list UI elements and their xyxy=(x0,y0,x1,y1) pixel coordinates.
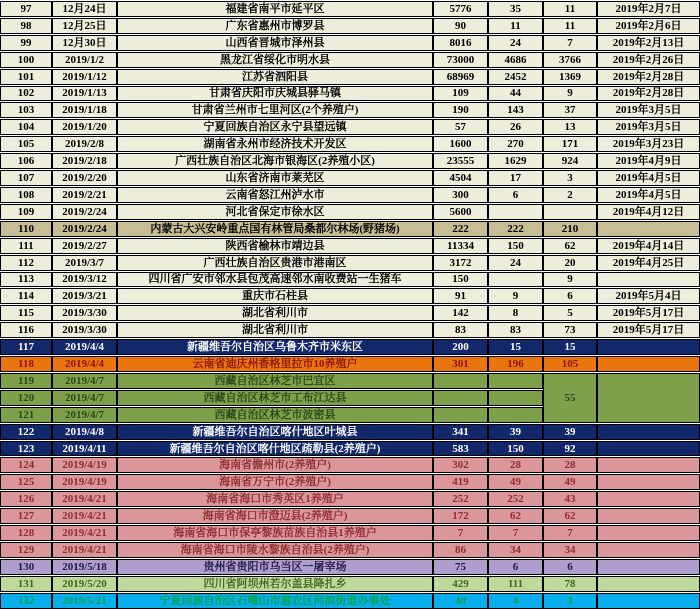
value2-cell[interactable]: 15 xyxy=(488,339,543,355)
lift-date-cell[interactable] xyxy=(597,491,700,507)
value3-cell[interactable]: 5 xyxy=(543,305,597,321)
row-number-cell[interactable]: 130 xyxy=(0,559,52,575)
location-cell[interactable]: 海南省万宁市(2养殖户) xyxy=(117,474,433,490)
value1-cell[interactable]: 90 xyxy=(433,18,488,34)
lift-date-cell[interactable]: 2019年2月7日 xyxy=(597,1,700,17)
lift-date-cell[interactable]: 2019年4月14日 xyxy=(597,238,700,254)
report-date-cell[interactable]: 2019/2/27 xyxy=(52,238,117,254)
value3-cell[interactable]: 92 xyxy=(543,441,597,457)
report-date-cell[interactable]: 2019/4/21 xyxy=(52,525,117,541)
lift-date-cell[interactable] xyxy=(597,508,700,524)
row-number-cell[interactable]: 103 xyxy=(0,102,52,118)
value2-cell[interactable]: 222 xyxy=(488,221,543,237)
lift-date-cell[interactable]: 2019年3月23日 xyxy=(597,136,700,152)
lift-date-cell[interactable]: 2019年2月28日 xyxy=(597,69,700,85)
value1-cell[interactable]: 86 xyxy=(433,542,488,558)
value3-cell[interactable]: 11 xyxy=(543,1,597,17)
row-number-cell[interactable]: 120 xyxy=(0,390,52,406)
row-number-cell[interactable]: 117 xyxy=(0,339,52,355)
lift-date-cell[interactable] xyxy=(597,339,700,355)
value1-cell[interactable]: 200 xyxy=(433,339,488,355)
value1-cell[interactable]: 583 xyxy=(433,441,488,457)
value3-cell[interactable]: 15 xyxy=(543,339,597,355)
value3-cell[interactable]: 62 xyxy=(543,238,597,254)
value3-cell[interactable]: 11 xyxy=(543,18,597,34)
row-number-cell[interactable]: 105 xyxy=(0,136,52,152)
table-row xyxy=(0,238,700,254)
value3-cell[interactable]: 39 xyxy=(543,424,597,440)
location-cell[interactable]: 海南省海口市陵水黎族自治县(2养殖户) xyxy=(117,542,433,558)
table-row xyxy=(0,35,700,51)
location-cell[interactable]: 海南省海口市秀英区1养殖户 xyxy=(117,491,433,507)
report-date-cell[interactable]: 2019/4/8 xyxy=(52,424,117,440)
report-date-cell[interactable]: 2019/1/13 xyxy=(52,86,117,102)
location-cell[interactable]: 海南省海口市保亭黎族苗族自治县1养殖户 xyxy=(117,525,433,541)
location-cell[interactable]: 四川省阿坝州若尔盖县降扎乡 xyxy=(117,576,433,592)
value3-cell[interactable]: 2 xyxy=(543,187,597,203)
value1-cell[interactable]: 301 xyxy=(433,356,488,372)
row-number-cell[interactable]: 131 xyxy=(0,576,52,592)
table-row xyxy=(0,52,700,68)
value2-cell[interactable]: 49 xyxy=(488,474,543,490)
row-number-cell[interactable]: 125 xyxy=(0,474,52,490)
value3-cell[interactable]: 62 xyxy=(543,508,597,524)
location-cell[interactable]: 陕西省榆林市靖边县 xyxy=(117,238,433,254)
value2-cell[interactable]: 7 xyxy=(488,525,543,541)
value2-cell[interactable]: 9 xyxy=(488,288,543,304)
row-number-cell[interactable]: 118 xyxy=(0,356,52,372)
row-number-cell[interactable]: 107 xyxy=(0,170,52,186)
value3-cell[interactable]: 78 xyxy=(543,576,597,592)
value2-cell[interactable]: 111 xyxy=(488,576,543,592)
value2-cell[interactable] xyxy=(488,373,543,389)
value3-cell[interactable]: 6 xyxy=(543,559,597,575)
value1-cell[interactable]: 172 xyxy=(433,508,488,524)
row-number-cell[interactable]: 97 xyxy=(0,1,52,17)
value1-cell[interactable] xyxy=(433,407,488,423)
lift-date-cell[interactable] xyxy=(597,373,700,423)
value3-cell[interactable]: 3 xyxy=(543,593,597,609)
value3-cell[interactable]: 9 xyxy=(543,272,597,288)
lift-date-cell[interactable]: 2019年4月9日 xyxy=(597,153,700,169)
value2-cell[interactable]: 11 xyxy=(488,18,543,34)
report-date-cell[interactable]: 2019/1/18 xyxy=(52,102,117,118)
lift-date-cell[interactable]: 2019年4月5日 xyxy=(597,187,700,203)
row-number-cell[interactable]: 111 xyxy=(0,238,52,254)
location-cell[interactable]: 四川省广安市邻水县包茂高速邻水南收费站一生猪车 xyxy=(117,272,433,288)
report-date-cell[interactable]: 2019/3/12 xyxy=(52,272,117,288)
value1-cell[interactable]: 68969 xyxy=(433,69,488,85)
value2-cell[interactable]: 26 xyxy=(488,119,543,135)
value3-cell[interactable]: 3766 xyxy=(543,52,597,68)
value1-cell[interactable]: 3172 xyxy=(433,255,488,271)
value2-cell[interactable]: 252 xyxy=(488,491,543,507)
table-row xyxy=(0,525,700,541)
row-number-cell[interactable]: 106 xyxy=(0,153,52,169)
value2-cell[interactable]: 150 xyxy=(488,441,543,457)
row-number-cell[interactable]: 122 xyxy=(0,424,52,440)
lift-date-cell[interactable]: 2019年5月4日 xyxy=(597,288,700,304)
value2-cell[interactable]: 62 xyxy=(488,508,543,524)
row-number-cell[interactable]: 113 xyxy=(0,272,52,288)
table-row xyxy=(0,305,700,321)
table-row xyxy=(0,322,700,338)
report-date-cell[interactable]: 2019/4/21 xyxy=(52,542,117,558)
value3-cell[interactable]: 49 xyxy=(543,474,597,490)
value1-cell[interactable] xyxy=(433,390,488,406)
lift-date-cell[interactable] xyxy=(597,593,700,609)
outbreak-table-body xyxy=(0,1,700,609)
lift-date-cell[interactable] xyxy=(597,474,700,490)
row-number-cell[interactable]: 123 xyxy=(0,441,52,457)
table-row xyxy=(0,221,700,237)
row-number-cell[interactable]: 108 xyxy=(0,187,52,203)
lift-date-cell[interactable] xyxy=(597,356,700,372)
table-row xyxy=(0,136,700,152)
table-row xyxy=(0,102,700,118)
row-number-cell[interactable]: 99 xyxy=(0,35,52,51)
value2-cell[interactable]: 143 xyxy=(488,102,543,118)
lift-date-cell[interactable]: 2019年2月6日 xyxy=(597,18,700,34)
table-row xyxy=(0,204,700,220)
value2-cell[interactable]: 4686 xyxy=(488,52,543,68)
lift-date-cell[interactable] xyxy=(597,221,700,237)
value3-cell[interactable]: 20 xyxy=(543,255,597,271)
value1-cell[interactable]: 300 xyxy=(433,187,488,203)
value1-cell[interactable]: 142 xyxy=(433,305,488,321)
lift-date-cell[interactable]: 2019年4月12日 xyxy=(597,204,700,220)
value1-cell[interactable]: 11334 xyxy=(433,238,488,254)
lift-date-cell[interactable] xyxy=(597,424,700,440)
table-row xyxy=(0,18,700,34)
value1-cell[interactable]: 23555 xyxy=(433,153,488,169)
value2-cell[interactable]: 8 xyxy=(488,305,543,321)
report-date-cell[interactable]: 2019/3/30 xyxy=(52,322,117,338)
lift-date-cell[interactable] xyxy=(597,542,700,558)
value2-cell[interactable]: 1629 xyxy=(488,153,543,169)
row-number-cell[interactable]: 101 xyxy=(0,69,52,85)
report-date-cell[interactable]: 2019/2/20 xyxy=(52,170,117,186)
report-date-cell[interactable]: 2019/1/2 xyxy=(52,52,117,68)
value1-cell[interactable]: 341 xyxy=(433,424,488,440)
value3-cell[interactable]: 28 xyxy=(543,457,597,473)
value2-cell[interactable]: 6 xyxy=(488,187,543,203)
location-cell[interactable]: 新疆维吾尔自治区乌鲁木齐市米东区 xyxy=(117,339,433,355)
value1-cell[interactable]: 5776 xyxy=(433,1,488,17)
value3-cell[interactable]: 3 xyxy=(543,170,597,186)
lift-date-cell[interactable] xyxy=(597,576,700,592)
row-number-cell[interactable]: 129 xyxy=(0,542,52,558)
table-row xyxy=(0,86,700,102)
report-date-cell[interactable]: 2019/2/24 xyxy=(52,221,117,237)
location-cell[interactable]: 宁夏回族自治区石嘴山市惠农区河滨街道办事处 xyxy=(117,593,433,609)
report-date-cell[interactable]: 2019/1/20 xyxy=(52,119,117,135)
location-cell[interactable]: 甘肃省兰州市七里河区(2个养殖户) xyxy=(117,102,433,118)
table-row xyxy=(0,373,700,389)
lift-date-cell[interactable]: 2019年5月17日 xyxy=(597,305,700,321)
table-row xyxy=(0,593,700,609)
row-number-cell[interactable]: 126 xyxy=(0,491,52,507)
location-cell[interactable]: 海南省儋州市(2养殖户) xyxy=(117,457,433,473)
lift-date-cell[interactable]: 2019年3月5日 xyxy=(597,102,700,118)
row-number-cell[interactable]: 127 xyxy=(0,508,52,524)
value3-cell[interactable]: 55 xyxy=(543,373,597,423)
value2-cell[interactable]: 270 xyxy=(488,136,543,152)
report-date-cell[interactable]: 2019/4/7 xyxy=(52,373,117,389)
value2-cell[interactable]: 39 xyxy=(488,424,543,440)
table-row xyxy=(0,356,700,372)
location-cell[interactable]: 海南省海口市澄迈县(2养殖户) xyxy=(117,508,433,524)
value1-cell[interactable]: 252 xyxy=(433,491,488,507)
report-date-cell[interactable]: 2019/2/8 xyxy=(52,136,117,152)
report-date-cell[interactable]: 2019/3/7 xyxy=(52,255,117,271)
table-row xyxy=(0,170,700,186)
value1-cell[interactable]: 75 xyxy=(433,559,488,575)
value2-cell[interactable]: 2452 xyxy=(488,69,543,85)
value1-cell[interactable]: 150 xyxy=(433,272,488,288)
location-cell[interactable]: 甘肃省庆阳市庆城县驿马镇 xyxy=(117,86,433,102)
location-cell[interactable]: 云南省迪庆州香格里拉市10养殖户 xyxy=(117,356,433,372)
row-number-cell[interactable]: 115 xyxy=(0,305,52,321)
report-date-cell[interactable]: 2019/3/30 xyxy=(52,305,117,321)
value3-cell[interactable]: 43 xyxy=(543,491,597,507)
value3-cell[interactable]: 13 xyxy=(543,119,597,135)
row-number-cell[interactable]: 121 xyxy=(0,407,52,423)
table-row xyxy=(0,474,700,490)
value1-cell[interactable]: 7 xyxy=(433,525,488,541)
table-row xyxy=(0,153,700,169)
location-cell[interactable]: 新疆维吾尔自治区喀什地区叶城县 xyxy=(117,424,433,440)
value1-cell[interactable]: 91 xyxy=(433,288,488,304)
value1-cell[interactable]: 190 xyxy=(433,102,488,118)
table-row xyxy=(0,424,700,440)
report-date-cell[interactable]: 2019/4/19 xyxy=(52,474,117,490)
location-cell[interactable]: 山东省济南市莱芜区 xyxy=(117,170,433,186)
row-number-cell[interactable]: 116 xyxy=(0,322,52,338)
lift-date-cell[interactable] xyxy=(597,559,700,575)
value2-cell[interactable] xyxy=(488,390,543,406)
table-row xyxy=(0,187,700,203)
value3-cell[interactable]: 924 xyxy=(543,153,597,169)
location-cell[interactable]: 贵州省贵阳市乌当区一屠宰场 xyxy=(117,559,433,575)
value1-cell[interactable]: 8016 xyxy=(433,35,488,51)
lift-date-cell[interactable]: 2019年2月28日 xyxy=(597,86,700,102)
value3-cell[interactable]: 171 xyxy=(543,136,597,152)
value2-cell[interactable]: 35 xyxy=(488,1,543,17)
table-row xyxy=(0,559,700,575)
value2-cell[interactable]: 4 xyxy=(488,593,543,609)
value3-cell[interactable]: 9 xyxy=(543,86,597,102)
lift-date-cell[interactable]: 2019年5月17日 xyxy=(597,322,700,338)
row-number-cell[interactable]: 109 xyxy=(0,204,52,220)
report-date-cell[interactable]: 12月30日 xyxy=(52,35,117,51)
report-date-cell[interactable]: 2019/4/7 xyxy=(52,407,117,423)
report-date-cell[interactable]: 2019/2/21 xyxy=(52,187,117,203)
location-cell[interactable]: 重庆市石柱县 xyxy=(117,288,433,304)
lift-date-cell[interactable]: 2019年2月13日 xyxy=(597,35,700,51)
location-cell[interactable]: 宁夏回族自治区永宁县望远镇 xyxy=(117,119,433,135)
row-number-cell[interactable]: 98 xyxy=(0,18,52,34)
value1-cell[interactable]: 419 xyxy=(433,474,488,490)
value2-cell[interactable]: 28 xyxy=(488,457,543,473)
report-date-cell[interactable]: 2019/4/19 xyxy=(52,457,117,473)
row-number-cell[interactable]: 119 xyxy=(0,373,52,389)
table-row xyxy=(0,441,700,457)
value2-cell[interactable] xyxy=(488,204,543,220)
value2-cell[interactable]: 196 xyxy=(488,356,543,372)
table-row xyxy=(0,288,700,304)
location-cell[interactable]: 广西壮族自治区贵港市港南区 xyxy=(117,255,433,271)
report-date-cell[interactable]: 2019/4/4 xyxy=(52,339,117,355)
table-row xyxy=(0,576,700,592)
lift-date-cell[interactable]: 2019年4月25日 xyxy=(597,255,700,271)
value3-cell[interactable]: 210 xyxy=(543,221,597,237)
value3-cell[interactable]: 34 xyxy=(543,542,597,558)
report-date-cell[interactable]: 2019/4/11 xyxy=(52,441,117,457)
report-date-cell[interactable]: 2019/4/4 xyxy=(52,356,117,372)
value3-cell[interactable]: 7 xyxy=(543,35,597,51)
location-cell[interactable]: 山西省晋城市泽州县 xyxy=(117,35,433,51)
report-date-cell[interactable]: 2019/1/12 xyxy=(52,69,117,85)
report-date-cell[interactable]: 2019/4/7 xyxy=(52,390,117,406)
lift-date-cell[interactable]: 2019年4月5日 xyxy=(597,170,700,186)
value1-cell[interactable]: 109 xyxy=(433,86,488,102)
row-number-cell[interactable]: 112 xyxy=(0,255,52,271)
location-cell[interactable]: 湖北省利川市 xyxy=(117,322,433,338)
report-date-cell[interactable]: 12月25日 xyxy=(52,18,117,34)
value1-cell[interactable]: 40 xyxy=(433,593,488,609)
lift-date-cell[interactable] xyxy=(597,441,700,457)
lift-date-cell[interactable] xyxy=(597,272,700,288)
table-row xyxy=(0,255,700,271)
lift-date-cell[interactable] xyxy=(597,525,700,541)
location-cell[interactable]: 福建省南平市延平区 xyxy=(117,1,433,17)
value1-cell[interactable]: 302 xyxy=(433,457,488,473)
location-cell[interactable]: 广东省惠州市博罗县 xyxy=(117,18,433,34)
location-cell[interactable]: 西藏自治区林芝市巴宜区 xyxy=(117,373,433,389)
report-date-cell[interactable]: 2019/2/18 xyxy=(52,153,117,169)
value3-cell[interactable]: 105 xyxy=(543,356,597,372)
value3-cell[interactable] xyxy=(543,204,597,220)
row-number-cell[interactable]: 104 xyxy=(0,119,52,135)
value2-cell[interactable]: 6 xyxy=(488,559,543,575)
row-number-cell[interactable]: 102 xyxy=(0,86,52,102)
value1-cell[interactable]: 429 xyxy=(433,576,488,592)
value2-cell[interactable]: 150 xyxy=(488,238,543,254)
value2-cell[interactable]: 34 xyxy=(488,542,543,558)
location-cell[interactable]: 湖北省利川市 xyxy=(117,305,433,321)
report-date-cell[interactable]: 2019/2/24 xyxy=(52,204,117,220)
report-date-cell[interactable]: 2019/3/21 xyxy=(52,288,117,304)
row-number-cell[interactable]: 114 xyxy=(0,288,52,304)
value3-cell[interactable]: 6 xyxy=(543,288,597,304)
value3-cell[interactable]: 7 xyxy=(543,525,597,541)
report-date-cell[interactable]: 2019/4/21 xyxy=(52,491,117,507)
table-row xyxy=(0,491,700,507)
table-row xyxy=(0,508,700,524)
report-date-cell[interactable]: 12月24日 xyxy=(52,1,117,17)
location-cell[interactable]: 黑龙江省绥化市明水县 xyxy=(117,52,433,68)
table-row xyxy=(0,69,700,85)
location-cell[interactable]: 西藏自治区林芝市波密县 xyxy=(117,407,433,423)
value1-cell[interactable]: 222 xyxy=(433,221,488,237)
value2-cell[interactable]: 17 xyxy=(488,170,543,186)
table-row xyxy=(0,457,700,473)
lift-date-cell[interactable] xyxy=(597,457,700,473)
value3-cell[interactable]: 37 xyxy=(543,102,597,118)
value2-cell[interactable] xyxy=(488,407,543,423)
value2-cell[interactable]: 24 xyxy=(488,35,543,51)
table-row xyxy=(0,1,700,17)
value1-cell[interactable]: 4504 xyxy=(433,170,488,186)
location-cell[interactable]: 湖南省永州市经济技术开发区 xyxy=(117,136,433,152)
location-cell[interactable]: 新疆维吾尔自治区喀什地区疏勒县(2养殖户) xyxy=(117,441,433,457)
report-date-cell[interactable]: 2019/5/20 xyxy=(52,576,117,592)
row-number-cell[interactable]: 124 xyxy=(0,457,52,473)
value1-cell[interactable]: 83 xyxy=(433,322,488,338)
value1-cell[interactable]: 57 xyxy=(433,119,488,135)
lift-date-cell[interactable]: 2019年2月26日 xyxy=(597,52,700,68)
row-number-cell[interactable]: 110 xyxy=(0,221,52,237)
report-date-cell[interactable]: 2019/5/21 xyxy=(52,593,117,609)
row-number-cell[interactable]: 128 xyxy=(0,525,52,541)
row-number-cell[interactable]: 132 xyxy=(0,593,52,609)
location-cell[interactable]: 云南省怒江州泸水市 xyxy=(117,187,433,203)
value2-cell[interactable] xyxy=(488,272,543,288)
value2-cell[interactable]: 44 xyxy=(488,86,543,102)
location-cell[interactable]: 江苏省泗阳县 xyxy=(117,69,433,85)
report-date-cell[interactable]: 2019/4/21 xyxy=(52,508,117,524)
location-cell[interactable]: 内蒙古大兴安岭重点国有林管局桑都尔林场(野猪场) xyxy=(117,221,433,237)
value1-cell[interactable]: 73000 xyxy=(433,52,488,68)
value1-cell[interactable]: 5600 xyxy=(433,204,488,220)
table-row xyxy=(0,119,700,135)
location-cell[interactable]: 河北省保定市徐水区 xyxy=(117,204,433,220)
value2-cell[interactable]: 83 xyxy=(488,322,543,338)
lift-date-cell[interactable]: 2019年3月5日 xyxy=(597,119,700,135)
location-cell[interactable]: 西藏自治区林芝市工布江达县 xyxy=(117,390,433,406)
value3-cell[interactable]: 73 xyxy=(543,322,597,338)
table-row xyxy=(0,542,700,558)
location-cell[interactable]: 广西壮族自治区北海市银海区(2养殖小区) xyxy=(117,153,433,169)
row-number-cell[interactable]: 100 xyxy=(0,52,52,68)
table-row xyxy=(0,272,700,288)
value1-cell[interactable] xyxy=(433,373,488,389)
value3-cell[interactable]: 1369 xyxy=(543,69,597,85)
value1-cell[interactable]: 1600 xyxy=(433,136,488,152)
table-row xyxy=(0,339,700,355)
report-date-cell[interactable]: 2019/5/18 xyxy=(52,559,117,575)
value2-cell[interactable]: 24 xyxy=(488,255,543,271)
